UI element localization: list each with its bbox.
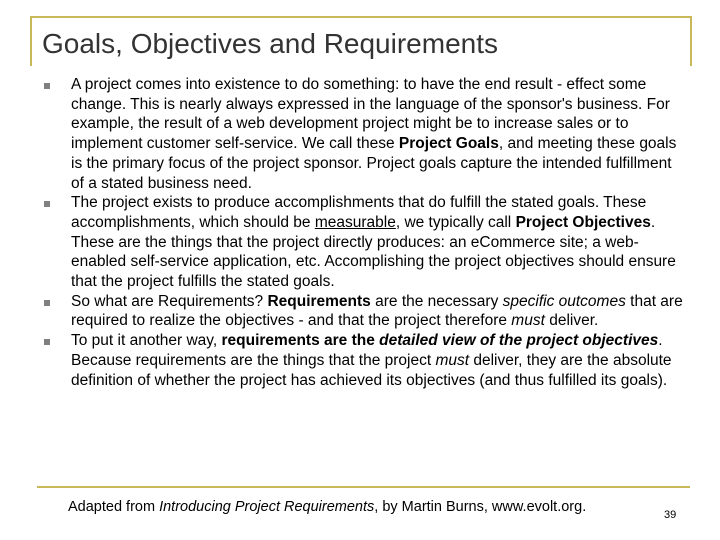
citation-source-title: Introducing Project Requirements: [159, 499, 375, 515]
footer-divider-rule: [37, 486, 690, 488]
text-run: specific outcomes: [502, 292, 626, 310]
text-run: measurable: [314, 213, 396, 231]
square-bullet-icon: [44, 339, 50, 345]
title-frame-top-rule: [30, 16, 690, 18]
page-number: 39: [664, 509, 677, 521]
text-run: must: [511, 312, 545, 330]
square-bullet-icon: [44, 83, 50, 89]
square-bullet-icon: [44, 300, 50, 306]
title-frame-left-rule: [30, 16, 32, 66]
text-run: Project Goals: [398, 135, 499, 153]
text-run: A project comes into existence to do something: to have the end result - effect some change. This is nearly always expressed in the language of the sponsor's business. For example, the result of a web development project might be to increase sales or to implement customer self-service. We call these: [71, 76, 670, 153]
bullet-item-objectives: [44, 193, 684, 292]
text-run: deliver.: [544, 312, 599, 330]
square-bullet-icon: [44, 201, 50, 207]
bullet-text-objectives: [71, 194, 676, 290]
text-run: must: [435, 351, 470, 369]
text-run: . These are the things that the project directly produces: an eCommerce site; a web-enabled self-service application, etc. Accomplishing the project objectives should ensure that the project fulfills the stated goals.: [71, 213, 676, 291]
text-run: deliver, they are the absolute definition of whether the project has achieved its objectives (and thus fulfilled its goals).: [71, 351, 672, 389]
bullet-text-goals: [71, 76, 676, 192]
text-run: , and meeting these goals is the primary focus of the project sponsor. Project goals capture the intended fulfillment of a stated business need.: [71, 135, 677, 192]
bullet-item-goals: [44, 75, 684, 193]
text-run: So what are Requirements?: [71, 292, 268, 310]
text-run: are the necessary: [370, 292, 503, 310]
text-run: Requirements: [267, 292, 371, 310]
bullet-list: [44, 75, 684, 390]
text-run: , we typically call: [395, 213, 516, 231]
text-run: To put it another way,: [71, 332, 222, 350]
text-run: The project exists to produce accomplishments that do fulfill the stated goals. These accomplishments, which should be: [71, 194, 647, 231]
citation-suffix: , by Martin Burns, www.evolt.org.: [374, 499, 587, 515]
text-run: . Because requirements are the things that the project: [71, 332, 663, 369]
bullet-item-summary: [44, 331, 684, 390]
text-run: that are required to realize the objectives - and that the project therefore: [71, 292, 683, 330]
bullet-text-summary: [71, 332, 672, 388]
bullet-text-requirements: [71, 293, 683, 330]
source-citation: [68, 499, 586, 515]
text-run: requirements are the: [221, 332, 380, 350]
bullet-item-requirements: [44, 292, 684, 331]
text-run: detailed view of the project objectives: [379, 332, 659, 350]
citation-prefix: Adapted from: [68, 499, 160, 515]
title-frame-right-rule: [690, 16, 692, 66]
slide-title: Goals, Objectives and Requirements: [42, 28, 498, 59]
text-run: Project Objectives: [515, 213, 651, 231]
